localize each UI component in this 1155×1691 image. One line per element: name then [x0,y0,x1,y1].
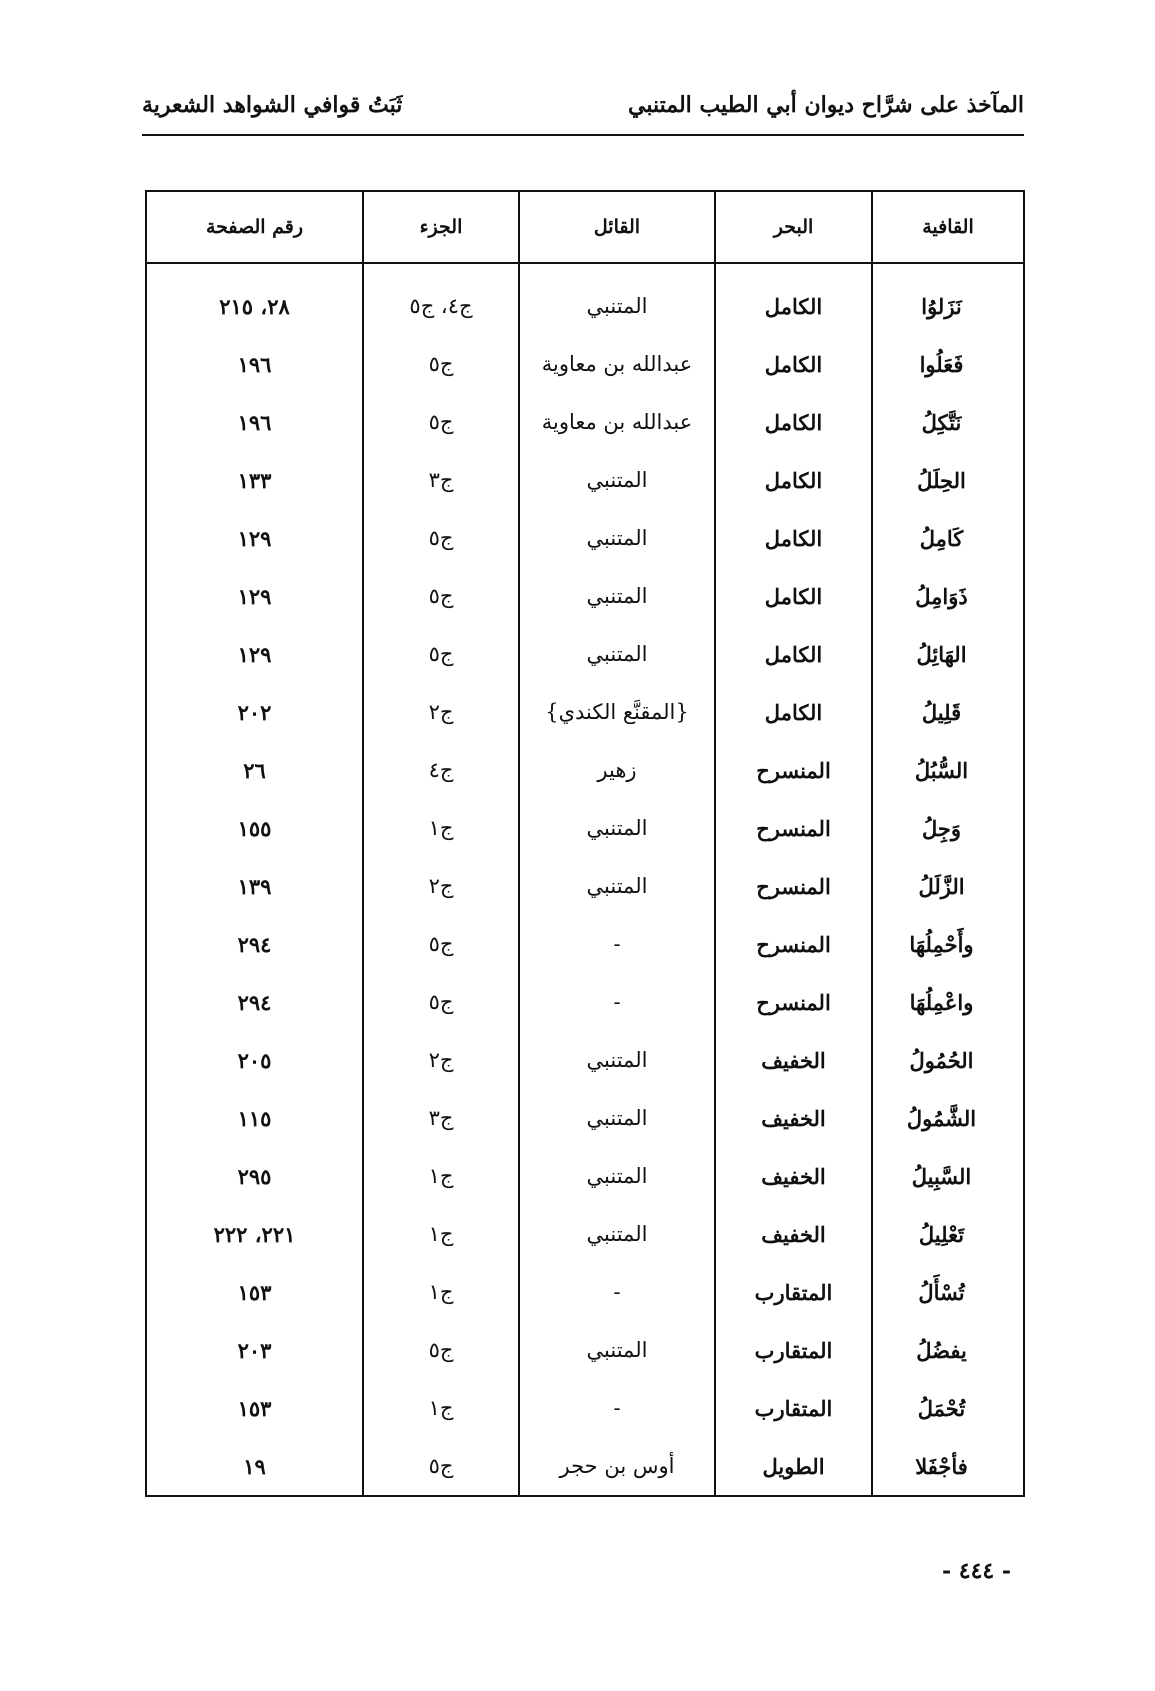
bahr-cell: الخفيف [715,1031,872,1089]
bahr-cell: الكامل [715,625,872,683]
juz-cell: ج١ [363,1263,519,1321]
juz-cell: ج٥ [363,393,519,451]
page-cell: ٢٦ [243,757,266,783]
juz-cell: ج٤، ج٥ [363,263,519,335]
qail-cell: - [519,915,715,973]
page-cell: ١٥٣ [237,1279,272,1305]
bahr-cell: الخفيف [715,1089,872,1147]
qail-cell: المتنبي [519,799,715,857]
page-cell: ١٥٣ [237,1395,272,1421]
column-header-bahr: البحر [715,192,872,263]
spacer-cell [872,1495,1023,1497]
column-header-juz: الجزء [363,192,519,263]
qail-cell: المتنبي [519,625,715,683]
page-cell: ٢٨، ٢١٥ [219,293,290,319]
qail-cell: زهير [519,741,715,799]
qafiya-cell: واعْمِلُهَا [872,973,1023,1031]
table-row [147,1379,1023,1437]
page-cell: ٢٢١، ٢٢٢ [213,1221,296,1247]
page-number: - ٤٤٤ - [942,1558,1012,1584]
qail-cell: المتنبي [519,263,715,335]
page-cell: ٢٠٥ [237,1047,272,1073]
qafiya-cell: الزَّلَلُ [872,857,1023,915]
qail-cell: المتنبي [519,451,715,509]
page-cell: ٢٩٤ [237,989,272,1015]
qail-cell: المتنبي [519,1321,715,1379]
column-header-qafiya: القافية [872,192,1023,263]
table-row [147,1205,1023,1263]
table-row [147,1263,1023,1321]
bahr-cell: المنسرح [715,857,872,915]
rhymes-table [147,192,1023,1497]
juz-cell: ج١ [363,1147,519,1205]
table-row [147,1437,1023,1495]
qafiya-cell: كَامِلُ [872,509,1023,567]
page-cell: ١٢٩ [237,583,272,609]
bahr-cell: الكامل [715,451,872,509]
qafiya-cell: فَعَلُوا [872,335,1023,393]
juz-cell: ج٥ [363,335,519,393]
qafiya-cell: نَزَلوُا [872,263,1023,335]
juz-cell: ج٥ [363,1437,519,1495]
table-row [147,393,1023,451]
qafiya-cell: فأجْفَلا [872,1437,1023,1495]
table-row [147,509,1023,567]
qail-cell: {المقنَّع الكندي} [519,683,715,741]
page-cell: ١٣٩ [237,873,272,899]
page-cell: ١٩ [243,1453,266,1479]
juz-cell: ج٥ [363,509,519,567]
juz-cell: ج٢ [363,683,519,741]
table-row [147,683,1023,741]
bahr-cell: المتقارب [715,1321,872,1379]
spacer-cell [147,1495,363,1497]
qail-cell: عبدالله بن معاوية [519,393,715,451]
qail-cell: المتنبي [519,1205,715,1263]
qail-cell: المتنبي [519,1031,715,1089]
section-title: ثَبَتُ قوافي الشواهد الشعرية [142,92,403,118]
qail-cell: المتنبي [519,1147,715,1205]
table-row [147,915,1023,973]
table-row [147,263,1023,335]
juz-cell: ج٢ [363,1031,519,1089]
page-cell: ٢٠٢ [237,699,272,725]
juz-cell: ج٥ [363,915,519,973]
bahr-cell: المنسرح [715,741,872,799]
table-row [147,857,1023,915]
qafiya-cell: تَعْلِيلُ [872,1205,1023,1263]
juz-cell: ج٥ [363,973,519,1031]
qail-cell: المتنبي [519,1089,715,1147]
qafiya-cell: السُّبُلُ [872,741,1023,799]
juz-cell: ج١ [363,1379,519,1437]
bahr-cell: المتقارب [715,1379,872,1437]
juz-cell: ج٢ [363,857,519,915]
qafiya-cell: الحُمُولُ [872,1031,1023,1089]
column-header-page: رقم الصفحة [147,192,363,263]
page-cell: ١٣٣ [237,467,272,493]
bahr-cell: الكامل [715,567,872,625]
qafiya-cell: تُسْأَلُ [872,1263,1023,1321]
page-cell: ١٢٩ [237,525,272,551]
juz-cell: ج٥ [363,625,519,683]
bahr-cell: الكامل [715,263,872,335]
juz-cell: ج٣ [363,451,519,509]
juz-cell: ج٣ [363,1089,519,1147]
qail-cell: أوس بن حجر [519,1437,715,1495]
qafiya-cell: وَجِلُ [872,799,1023,857]
book-title: المآخذ على شرَّاح ديوان أبي الطيب المتنبي [628,92,1024,118]
qail-cell: المتنبي [519,509,715,567]
page-cell: ١٥٥ [237,815,272,841]
qail-cell: - [519,1263,715,1321]
bahr-cell: الكامل [715,683,872,741]
qail-cell: المتنبي [519,857,715,915]
juz-cell: ج٥ [363,1321,519,1379]
juz-cell: ج٥ [363,567,519,625]
page-cell: ٢٩٤ [237,931,272,957]
table-row [147,799,1023,857]
bahr-cell: المنسرح [715,973,872,1031]
qafiya-cell: الحِلَلُ [872,451,1023,509]
qail-cell: - [519,973,715,1031]
bahr-cell: الطويل [715,1437,872,1495]
table-row [147,1089,1023,1147]
table-body [147,263,1023,1497]
qafiya-cell: الشَّمُولُ [872,1089,1023,1147]
table-row [147,451,1023,509]
qafiya-cell: يفضُلُ [872,1321,1023,1379]
qafiya-cell: الهَائِلُ [872,625,1023,683]
table-row [147,1321,1023,1379]
juz-cell: ج١ [363,1205,519,1263]
page-cell: ٢٩٥ [237,1163,272,1189]
table-row [147,1031,1023,1089]
page-cell: ١٩٦ [237,409,272,435]
juz-cell: ج١ [363,799,519,857]
bahr-cell: الكامل [715,509,872,567]
page-header [142,86,1024,136]
table-row [147,1147,1023,1205]
table-row [147,335,1023,393]
qafiya-cell: نَتَّكِلُ [872,393,1023,451]
table-bottom-spacer [147,1495,1023,1497]
bahr-cell: الخفيف [715,1205,872,1263]
qafiya-cell: ذَوَامِلُ [872,567,1023,625]
bahr-cell: المتقارب [715,1263,872,1321]
bahr-cell: الكامل [715,335,872,393]
table-header-row [147,192,1023,263]
juz-cell: ج٤ [363,741,519,799]
table-row [147,973,1023,1031]
page-cell: ١٩٦ [237,351,272,377]
column-header-qail: القائل [519,192,715,263]
qail-cell: عبدالله بن معاوية [519,335,715,393]
qafiya-cell: السَّبِيلُ [872,1147,1023,1205]
page-cell: ١١٥ [237,1105,272,1131]
page-cell: ٢٠٣ [237,1337,272,1363]
table-row [147,625,1023,683]
qail-cell: - [519,1379,715,1437]
qafiya-cell: تُحْمَلُ [872,1379,1023,1437]
table-row [147,741,1023,799]
rhymes-table-container [145,190,1025,1497]
qafiya-cell: قَلِيلُ [872,683,1023,741]
spacer-cell [363,1495,519,1497]
spacer-cell [715,1495,872,1497]
page-cell: ١٢٩ [237,641,272,667]
spacer-cell [519,1495,715,1497]
bahr-cell: الكامل [715,393,872,451]
bahr-cell: الخفيف [715,1147,872,1205]
bahr-cell: المنسرح [715,799,872,857]
table-row [147,567,1023,625]
qafiya-cell: وأَحْمِلُهَا [872,915,1023,973]
qail-cell: المتنبي [519,567,715,625]
bahr-cell: المنسرح [715,915,872,973]
